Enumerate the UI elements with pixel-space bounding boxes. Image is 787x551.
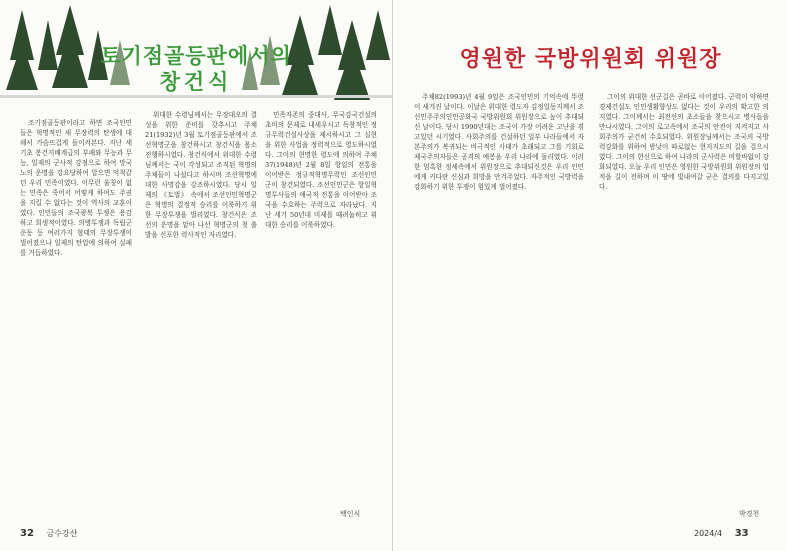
issue-date: 2024/4 [694,529,723,538]
left-column-3: 민족자존의 중대사, 무국강국건설의 초미의 문제로 내세우시고 독창적인 정규무력건설사상을 제시하시고 그 실현을 위한 사업을 정력적으로 영도하시였다. 그이의 현명한 령도에 의하여 주체37(1948)년 2월 8일 항일의 전통을 이어받은 정규적혁명무력인 조선인민군이 창건되였다. 조선인민군은 항일혁명투사들의 애국적 전통을 이어받아 조국을 수호하는 주력으로 자라났다. 지난 세기 50년대 미제를 때려눕히고 위대한 승리를 이룩하였다. [265,111,377,229]
right-column-2: 그이의 위대한 선군길은 곧바로 이어졌다. 군력이 약하면 경제건설도 인민생활향상도 없다는 것이 우리의 확고한 의지였다. 그이께서는 최전선의 초소들을 찾으시고 병사들을 만나시였다. 그이의 로고속에서 조국의 안전이 지켜지고 사회주의가 굳건히 수호되였다. 위원장님께서는 조국의 국방력강화를 위하여 밤낮이 따로없는 현지지도의 길을 걸으시였다. 그이의 헌신으로 하여 나라의 군사력은 비할바없이 강화되였다. 오늘 우리 인민은 영원한 국방위원회 위원장의 업적을 길이 전하며 이 땅에 빛내여갈 굳은 결의를 다지고있다. [599,93,769,191]
left-footer [20,528,77,539]
magazine-name: 금수강산 [46,529,78,538]
left-author: 백인식 [340,510,361,518]
article-title-line1: 토기점골등판에서의 [100,44,292,68]
left-column-1: 조기점골등판이라고 하면 조국인민들은 혁명적인 새 무장력의 탄생에 대해서 가슴뜨겁게 돌이켜본다. 지난 세기초 봉건지배계급의 부패와 무능과 무능, 일제의 군사적 강점으로 하여 망국노의 운명을 강요당하여 압으면 억척같던 우리 민족이였다. 이무런 울칭이 없는 민족은 죽어서 어떻게 하여도 주권을 지킬 수 없다는 것이 역사의 교훈이였다. 인민들의 조국광복 투쟁은 용감하고 희생적이였다. 의병투쟁과 독립군운동 등 여러가지 형태의 무장투쟁이 벌어졌으나 일제의 탄압에 의하여 실패를 거듭하였다. [20,119,132,257]
right-page-number: 33 [734,528,749,539]
left-page [0,0,393,551]
right-page [394,0,787,551]
right-column-1: 주체82(1993)년 4월 9일은 조국인민의 기억속에 뚜렷이 새겨진 날이다. 이날은 위대한 령도자 김정일동지께서 조선민주주의인민공화국 국방위원회 위원장으로 높이 추대되신 날이다. 당시 1990년대는 조국이 가장 어려운 고난을 겪고있던 시기였다. 사회주의를 건설하던 일부 나라들에서 자본주의가 복귀되는 비극적인 사태가 초래되고 그를 기회로 제국주의자들은 공격의 예봉을 우리 나라에 돌리였다. 이러한 엄혹한 정세속에서 위원장으로 추대되신것은 우리 인민에게 커다란 신심과 희망을 안겨주었다. 자주적인 국방력을 강화하기 위한 투쟁이 힘있게 벌어졌다. [414,93,584,191]
left-column-2: 위대한 수령님께서는 무장대오의 결성을 위한 준비를 갖추시고 주체21(1932)년 3월 토기점골등판에서 조선혁명군을 창건하시고 창건식을 몸소 진행하시였다. 창건식에서 위대한 수령님께서는 국이 각성되고 조직된 혁명의 주체들이 나섰다고 하시며 조선혁명에 대한 사명감을 강조하시였다. 당시 일제의 《토벌》 속에서 조선인민혁명군은 혁명의 결정적 승리를 이룩하기 위한 무장투쟁을 벌리였다. 창건식은 조선의 운명을 맡아 나선 혁명군의 첫 출발을 선포한 력사적인 자리였다. [145,111,257,239]
right-author: 박경천 [739,510,760,518]
right-footer [694,528,749,539]
article-title-line2: 창건식 [159,70,233,94]
left-page-number: 32 [20,528,34,539]
right-article-title: 영원한 국방위원회 위원장 [459,47,722,72]
